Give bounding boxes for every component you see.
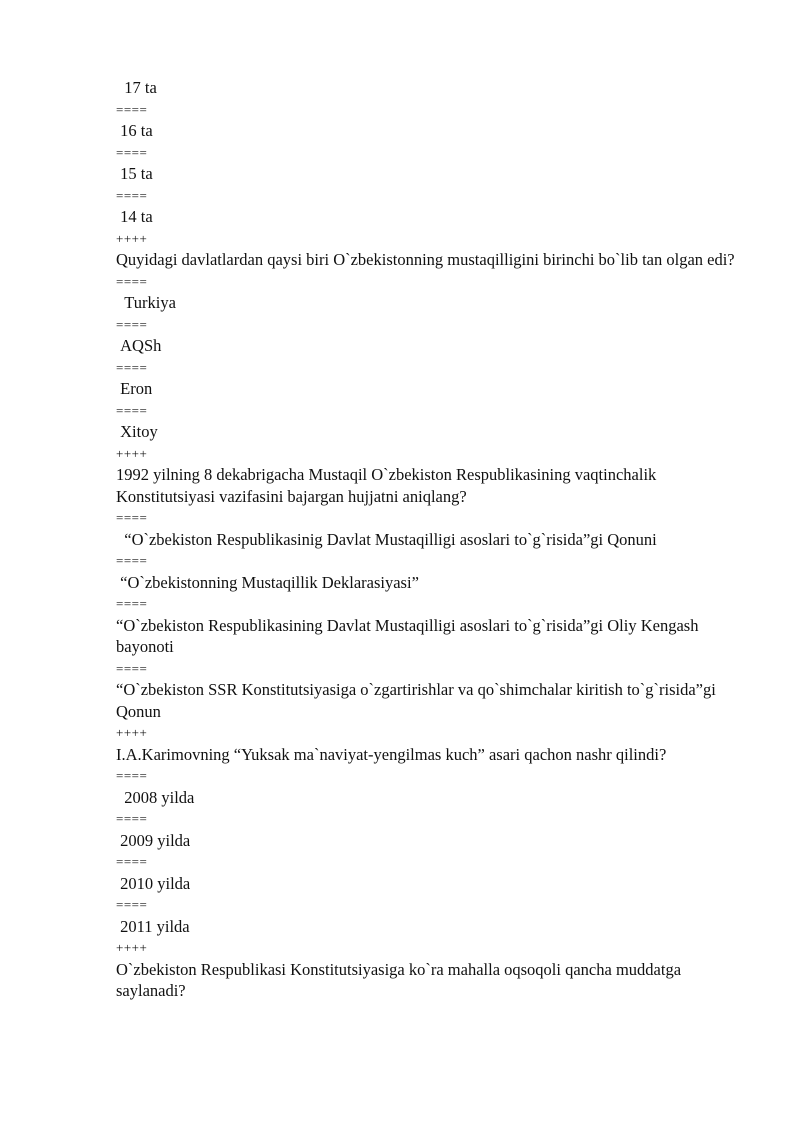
separator: ====	[116, 316, 148, 332]
separator: ====	[116, 273, 148, 289]
separator: ====	[116, 359, 148, 375]
separator: ====	[116, 854, 148, 869]
separator: ====	[116, 897, 148, 912]
separator: ====	[116, 101, 148, 117]
document-page	[116, 77, 746, 1002]
answer-option: Xitoy	[116, 422, 158, 441]
separator: ====	[116, 660, 148, 676]
answer-option: “O`zbekiston Respublikasining Davlat Mustaqilligi asoslari to`g`risida”gi Oliy Kengash bayonoti	[116, 615, 699, 656]
answer-option: “O`zbekistonning Mustaqillik Deklarasiyasi”	[116, 572, 419, 592]
separator: ====	[116, 187, 148, 203]
answer-option: 15 ta	[116, 164, 153, 183]
question-text: O`zbekiston Respublikasi Konstitutsiyasiga ko`ra mahalla oqsoqoli qancha muddatga saylanadi?	[116, 959, 682, 1000]
answer-option: 2010 yilda	[116, 873, 191, 893]
question-separator: ++++	[116, 725, 148, 740]
separator: ====	[116, 811, 148, 826]
separator: ====	[116, 553, 148, 568]
separator: ====	[116, 144, 148, 160]
question-separator: ++++	[116, 940, 148, 955]
answer-option: Eron	[116, 379, 153, 398]
answer-option: 2009 yilda	[116, 830, 191, 850]
separator: ====	[116, 596, 148, 611]
question-text: Quyidagi davlatlardan qaysi biri O`zbekistonning mustaqilligini birinchi bo`lib tan olgan edi?	[116, 250, 735, 269]
answer-option: 14 ta	[116, 207, 153, 226]
answer-option: 2008 yilda	[116, 787, 195, 807]
separator: ====	[116, 510, 148, 525]
separator: ====	[116, 402, 148, 418]
separator: ====	[116, 768, 148, 783]
question-text: 1992 yilning 8 dekabrigacha Mustaqil O`zbekiston Respublikasining vaqtinchalik Konstitutsiyasi vazifasini bajargan hujjatni aniqlang?	[116, 465, 657, 506]
answer-option: Turkiya	[116, 293, 176, 312]
question-separator: ++++	[116, 445, 148, 461]
answer-option: 16 ta	[116, 121, 153, 140]
answer-option: “O`zbekiston Respublikasinig Davlat Mustaqilligi asoslari to`g`risida”gi Qonuni	[116, 529, 657, 549]
answer-option: 2011 yilda	[116, 916, 190, 936]
question-text: I.A.Karimovning “Yuksak ma`naviyat-yengilmas kuch” asari qachon nashr qilindi?	[116, 744, 667, 764]
answer-option: “O`zbekiston SSR Konstitutsiyasiga o`zgartirishlar va qo`shimchalar kiritish to`g`risida”gi Qonun	[116, 680, 716, 721]
question-separator: ++++	[116, 230, 148, 246]
answer-option: AQSh	[116, 336, 162, 355]
answer-option: 17 ta	[116, 78, 157, 97]
